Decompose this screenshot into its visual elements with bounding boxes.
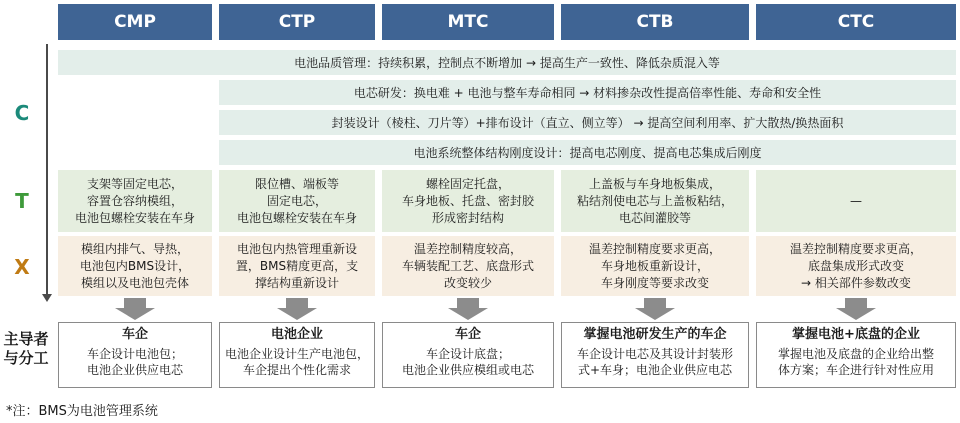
leader-box-ctb	[561, 322, 749, 388]
c-band-packaging: 封装设计（棱柱、刀片等）+排布设计（直立、侧立等） → 提高空间利用率、扩大散热/换热面积	[219, 110, 956, 135]
leader-title: 掌握电池+底盘的企业	[792, 327, 920, 342]
t-cell-cmp: 支架等固定电芯， 容置仓容纳模组， 电池包螺栓安装在车身	[58, 170, 212, 232]
x-cell-mtc: 温差控制精度较高， 车辆装配工艺、底盘形式 改变较少	[382, 236, 554, 296]
leader-desc: 电池企业设计生产电池包， 车企提出个性化需求	[224, 347, 369, 377]
column-header-cmp: CMP	[58, 4, 212, 40]
leader-box-ctc	[756, 322, 956, 388]
column-header-ctc: CTC	[756, 4, 956, 40]
axis-line	[46, 44, 48, 296]
leader-box-cmp	[58, 322, 212, 388]
column-header-mtc: MTC	[382, 4, 554, 40]
down-arrow-icon	[277, 298, 317, 320]
axis-arrowhead	[42, 294, 52, 302]
leader-desc: 车企设计电芯及其设计封装形 式+车身；电池企业供应电芯	[576, 347, 733, 377]
leader-desc: 掌握电池及底盘的企业给出整 体方案；车企进行针对性应用	[777, 347, 934, 377]
column-header-ctp: CTP	[219, 4, 375, 40]
t-cell-ctb: 上盖板与车身地板集成， 粘结剂使电芯与上盖板粘结， 电芯间灌胶等	[561, 170, 749, 232]
leader-box-mtc	[382, 322, 554, 388]
c-band-cell-rnd: 电芯研发：换电难 + 电池与整车寿命相同 → 材料掺杂改性提高倍率性能、寿命和安全性	[219, 80, 956, 105]
column-header-ctb: CTB	[561, 4, 749, 40]
c-band-stiffness: 电池系统整体结构刚度设计：提高电芯刚度、提高电芯集成后刚度	[219, 140, 956, 165]
leader-title: 掌握电池研发生产的车企	[583, 327, 727, 342]
down-arrow-icon	[448, 298, 488, 320]
x-cell-ctp: 电池包内热管理重新设 置，BMS精度更高，支 撑结构重新设计	[219, 236, 375, 296]
row-label-t: T	[15, 189, 29, 213]
c-band-quality: 电池品质管理：持续积累，控制点不断增加 → 提高生产一致性、降低杂质混入等	[58, 50, 956, 75]
leader-desc: 车企设计电池包； 电池企业供应电芯	[86, 347, 183, 377]
x-cell-ctb: 温差控制精度要求更高， 车身地板重新设计， 车身刚度等要求改变	[561, 236, 749, 296]
x-cell-cmp: 模组内排气、导热， 电池包内BMS设计， 模组以及电池包壳体	[58, 236, 212, 296]
down-arrow-icon	[115, 298, 155, 320]
footnote: *注：BMS为电池管理系统	[6, 404, 158, 419]
t-cell-ctp: 限位槽、端板等 固定电芯， 电池包螺栓安装在车身	[219, 170, 375, 232]
leader-title: 车企	[454, 327, 481, 342]
leader-row-label: 主导者 与分工	[3, 330, 49, 367]
leader-box-ctp	[219, 322, 375, 388]
down-arrow-icon	[635, 298, 675, 320]
row-label-c: C	[14, 101, 30, 125]
leader-title: 电池企业	[270, 327, 323, 342]
down-arrow-icon	[836, 298, 876, 320]
t-cell-mtc: 螺栓固定托盘， 车身地板、托盘、密封胶 形成密封结构	[382, 170, 554, 232]
row-label-x: X	[14, 255, 30, 279]
leader-title: 车企	[121, 327, 148, 342]
x-cell-ctc: 温差控制精度要求更高， 底盘集成形式改变 → 相关部件参数改变	[756, 236, 956, 296]
leader-desc: 车企设计底盘； 电池企业供应模组或电芯	[401, 347, 534, 377]
t-cell-ctc: —	[756, 170, 956, 232]
